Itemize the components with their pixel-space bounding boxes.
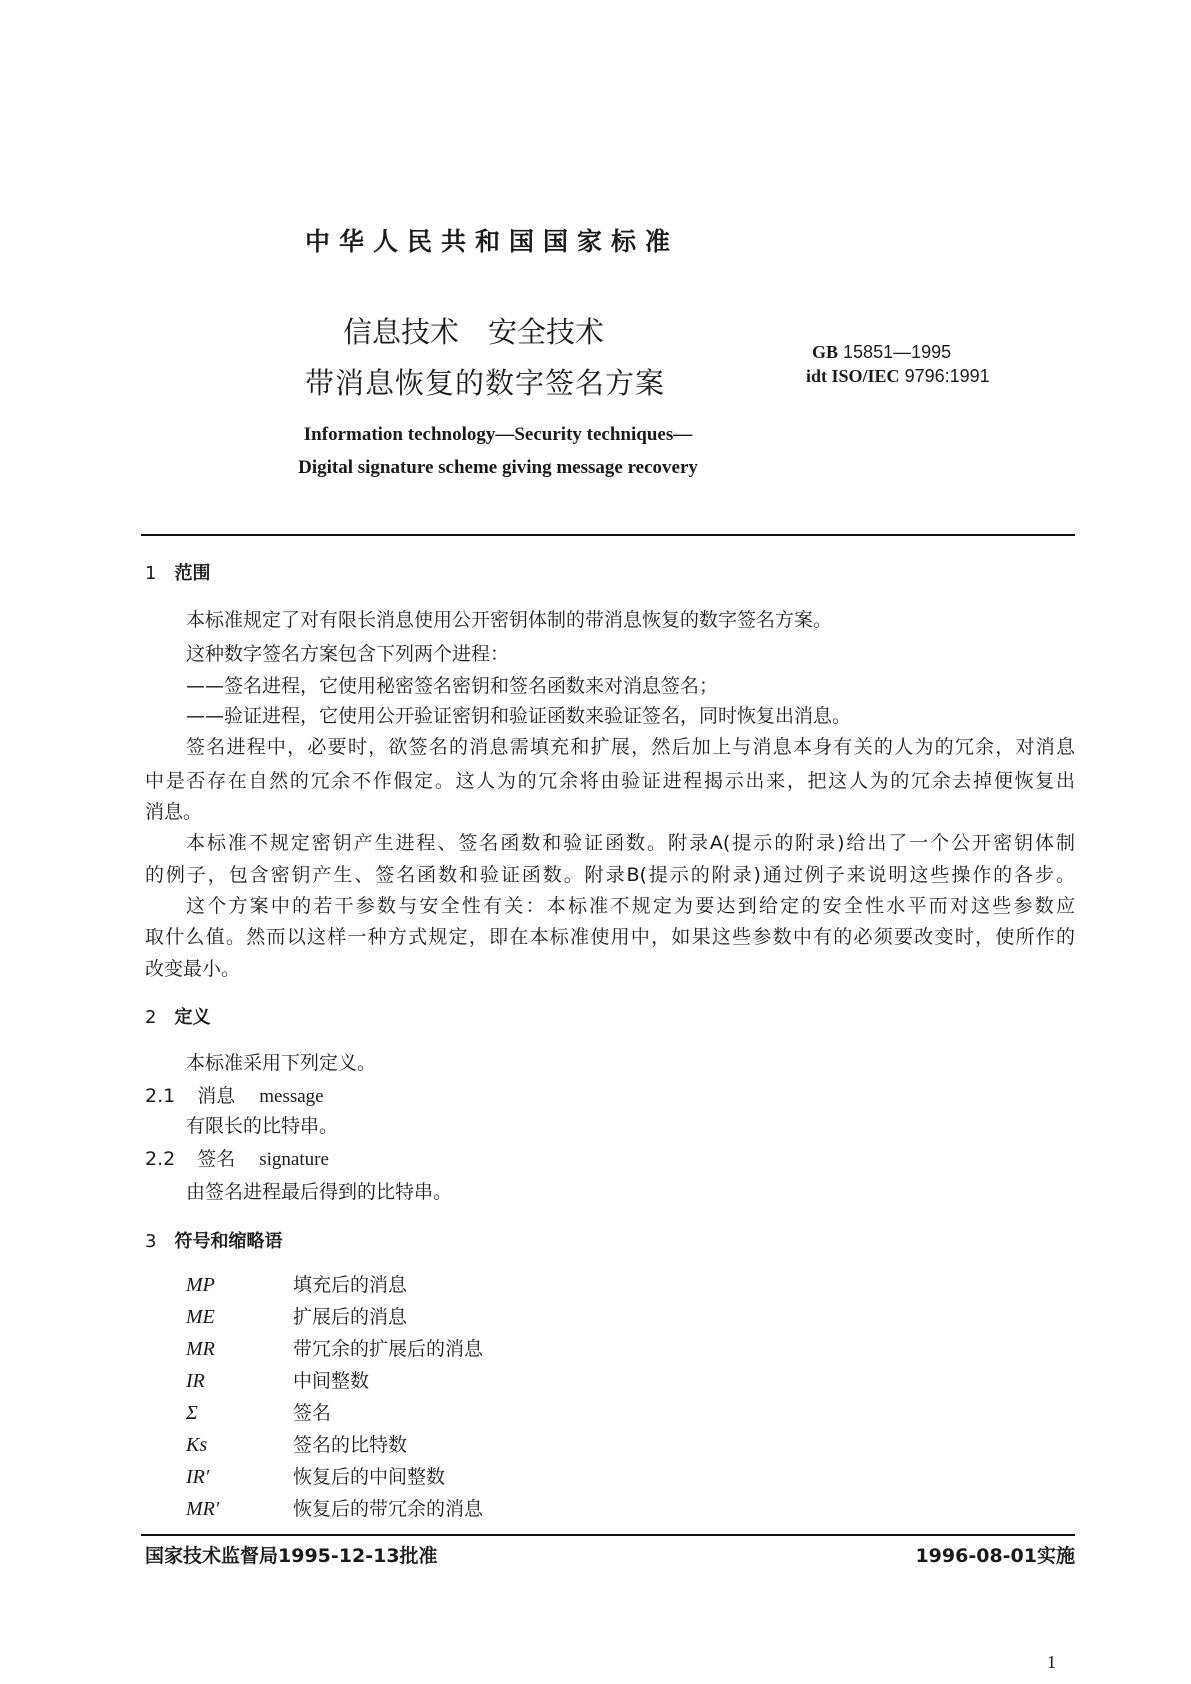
term-en: message bbox=[259, 1086, 324, 1107]
definition-term bbox=[145, 1083, 324, 1109]
symbol-description: 恢复后的带冗余的消息 bbox=[293, 1498, 484, 1520]
text-line: 本标准采用下列定义。 bbox=[186, 1052, 377, 1074]
section-3-heading bbox=[145, 1227, 282, 1253]
symbol-description: 中间整数 bbox=[293, 1370, 370, 1392]
idt-prefix: idt ISO/IEC bbox=[806, 366, 900, 386]
section-title: 范围 bbox=[174, 563, 211, 584]
symbol-description: 恢复后的中间整数 bbox=[293, 1466, 446, 1488]
text-line: 本标准规定了对有限长消息使用公开密钥体制的带消息恢复的数字签名方案。 bbox=[186, 609, 833, 631]
idt-code bbox=[806, 366, 990, 387]
section-title: 定义 bbox=[174, 1007, 211, 1028]
text-line: 这种数字签名方案包含下列两个进程： bbox=[186, 643, 510, 665]
approval-date: 国家技术监督局1995-12-13批准 bbox=[145, 1545, 438, 1567]
section-title: 符号和缩略语 bbox=[174, 1231, 283, 1252]
symbol-description: 扩展后的消息 bbox=[293, 1306, 408, 1328]
symbol-description: 签名的比特数 bbox=[293, 1434, 408, 1456]
section-2-heading bbox=[145, 1003, 210, 1029]
symbol: Ks bbox=[186, 1434, 208, 1456]
section-number: 3 bbox=[145, 1231, 157, 1252]
symbol: MP bbox=[186, 1274, 215, 1296]
text-line: 这个方案中的若干参数与安全性有关：本标准不规定为要达到给定的安全性水平而对这些参数应 bbox=[186, 895, 1075, 917]
page-number: 1 bbox=[1047, 1652, 1056, 1672]
text-line: 消息。 bbox=[145, 801, 203, 823]
idt-number: 9796:1991 bbox=[904, 366, 990, 386]
standard-code bbox=[812, 342, 951, 363]
symbol: Σ bbox=[186, 1402, 198, 1424]
text-line: 改变最小。 bbox=[145, 958, 241, 980]
text-line: 中是否存在自然的冗余不作假定。这人为的冗余将由验证进程揭示出来，把这人为的冗余去掉便恢复出 bbox=[145, 770, 1075, 792]
section-1-heading bbox=[145, 559, 210, 585]
symbol-description: 填充后的消息 bbox=[293, 1274, 408, 1296]
term-cn: 消息 bbox=[197, 1085, 236, 1107]
definition-term bbox=[145, 1146, 329, 1172]
symbol-description: 带冗余的扩展后的消息 bbox=[293, 1338, 484, 1360]
definition-text: 由签名进程最后得到的比特串。 bbox=[186, 1181, 453, 1203]
symbol: IR′ bbox=[186, 1466, 210, 1488]
title-line-2: 带消息恢复的数字签名方案 bbox=[305, 366, 666, 400]
english-title-1: Information technology—Security techniques— bbox=[303, 424, 693, 445]
term-en: signature bbox=[259, 1149, 329, 1170]
text-line: 的例子，包含密钥产生、签名函数和验证函数。附录B(提示的附录)通过例子来说明这些操作的各步。 bbox=[145, 864, 1075, 886]
code-prefix: GB bbox=[812, 342, 839, 362]
text-line: ——验证进程，它使用公开验证密钥和验证函数来验证签名，同时恢复出消息。 bbox=[186, 705, 852, 727]
footer-rule bbox=[141, 1534, 1075, 1536]
term-cn: 签名 bbox=[197, 1148, 236, 1170]
text-line: 本标准不规定密钥产生进程、签名函数和验证函数。附录A(提示的附录)给出了一个公开密钥体制 bbox=[186, 832, 1075, 854]
section-number: 2 bbox=[145, 1007, 157, 1028]
text-line: ——签名进程，它使用秘密签名密钥和签名函数来对消息签名； bbox=[186, 675, 719, 697]
english-title-2: Digital signature scheme giving message recovery bbox=[298, 457, 698, 478]
symbol-description: 签名 bbox=[293, 1402, 332, 1424]
definition-number: 2.2 bbox=[145, 1148, 176, 1170]
symbol: MR′ bbox=[186, 1498, 220, 1520]
code-number: 15851—1995 bbox=[843, 342, 952, 362]
section-number: 1 bbox=[145, 563, 157, 584]
symbol: ME bbox=[186, 1306, 215, 1328]
symbol: IR bbox=[186, 1370, 205, 1392]
title-line-1: 信息技术 安全技术 bbox=[343, 315, 605, 349]
text-line: 取什么值。然而以这样一种方式规定，即在本标准使用中，如果这些参数中有的必须要改变时，使所作的 bbox=[145, 926, 1075, 948]
definition-number: 2.1 bbox=[145, 1085, 176, 1107]
text-line: 签名进程中，必要时，欲签名的消息需填充和扩展，然后加上与消息本身有关的人为的冗余，对消息 bbox=[186, 736, 1075, 758]
header-rule bbox=[141, 534, 1075, 536]
standard-header: 中华人民共和国国家标准 bbox=[305, 227, 680, 256]
definition-text: 有限长的比特串。 bbox=[186, 1115, 339, 1137]
effective-date: 1996-08-01实施 bbox=[915, 1545, 1075, 1567]
symbol: MR bbox=[186, 1338, 215, 1360]
